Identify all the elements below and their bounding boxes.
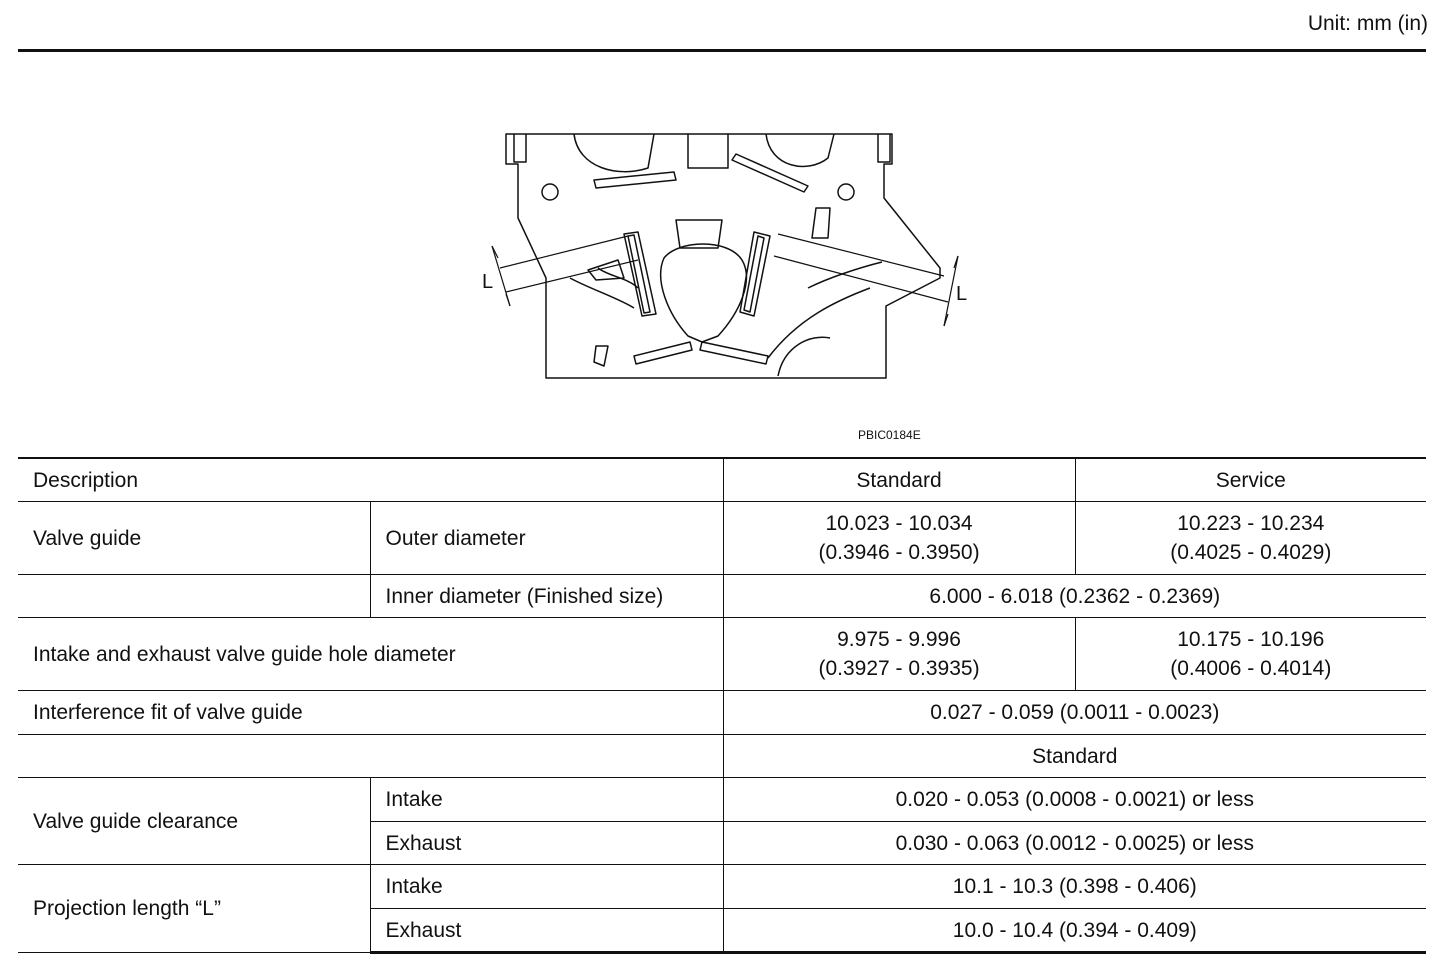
- inner-diameter-label: Inner diameter (Finished size): [370, 575, 723, 618]
- valve-guide-label: Valve guide: [18, 502, 370, 575]
- top-rule: [18, 49, 1426, 52]
- clearance-exhaust-label: Exhaust: [370, 822, 723, 865]
- outer-diameter-standard-in: (0.3946 - 0.3950): [818, 541, 980, 564]
- unit-label: Unit: mm (in): [1307, 12, 1428, 35]
- table-row: [18, 575, 1426, 618]
- subheader-standard: Standard: [723, 735, 1426, 778]
- outer-diameter-standard: [723, 502, 1075, 575]
- projection-label-left: L: [482, 271, 494, 293]
- hole-diameter-service-in: (0.4006 - 0.4014): [1170, 657, 1332, 680]
- projection-exhaust-value: 10.0 - 10.4 (0.394 - 0.409): [723, 909, 1426, 953]
- interference-fit-value: 0.027 - 0.059 (0.0011 - 0.0023): [723, 691, 1426, 735]
- spec-table: [18, 457, 1426, 954]
- outer-diameter-service-mm: 10.223 - 10.234: [1177, 512, 1325, 535]
- empty-cell: [18, 575, 370, 618]
- table-header-row: [18, 458, 1426, 502]
- header-description: Description: [18, 458, 723, 502]
- clearance-label: Valve guide clearance: [18, 778, 370, 865]
- outer-diameter-service: [1075, 502, 1426, 575]
- inner-diameter-value: 6.000 - 6.018 (0.2362 - 0.2369): [723, 575, 1426, 618]
- outer-diameter-label: Outer diameter: [370, 502, 723, 575]
- table-row: [18, 778, 1426, 822]
- clearance-exhaust-value: 0.030 - 0.063 (0.0012 - 0.0025) or less: [723, 822, 1426, 865]
- clearance-intake-value: 0.020 - 0.053 (0.0008 - 0.0021) or less: [723, 778, 1426, 822]
- header-standard: Standard: [723, 458, 1075, 502]
- hole-diameter-standard-in: (0.3927 - 0.3935): [818, 657, 980, 680]
- table-row: [18, 618, 1426, 691]
- hole-diameter-service: [1075, 618, 1426, 691]
- cylinder-head-diagram: [478, 128, 978, 386]
- hole-diameter-standard: [723, 618, 1075, 691]
- outer-diameter-service-in: (0.4025 - 0.4029): [1170, 541, 1332, 564]
- projection-label: Projection length “L”: [18, 865, 370, 953]
- projection-intake-value: 10.1 - 10.3 (0.398 - 0.406): [723, 865, 1426, 909]
- table-subheader-row: [18, 735, 1426, 778]
- hole-diameter-service-mm: 10.175 - 10.196: [1177, 628, 1325, 651]
- table-row: [18, 502, 1426, 575]
- projection-exhaust-label: Exhaust: [370, 909, 723, 953]
- figure-code: PBIC0184E: [858, 428, 921, 442]
- header-service: Service: [1075, 458, 1426, 502]
- projection-label-right: L: [956, 283, 968, 305]
- empty-cell: [18, 735, 723, 778]
- outer-diameter-standard-mm: 10.023 - 10.034: [825, 512, 973, 535]
- table-row: [18, 865, 1426, 909]
- projection-intake-label: Intake: [370, 865, 723, 909]
- interference-fit-label: Interference fit of valve guide: [18, 691, 723, 735]
- hole-diameter-label: Intake and exhaust valve guide hole diameter: [18, 618, 723, 691]
- clearance-intake-label: Intake: [370, 778, 723, 822]
- table-row: [18, 691, 1426, 735]
- hole-diameter-standard-mm: 9.975 - 9.996: [837, 628, 961, 651]
